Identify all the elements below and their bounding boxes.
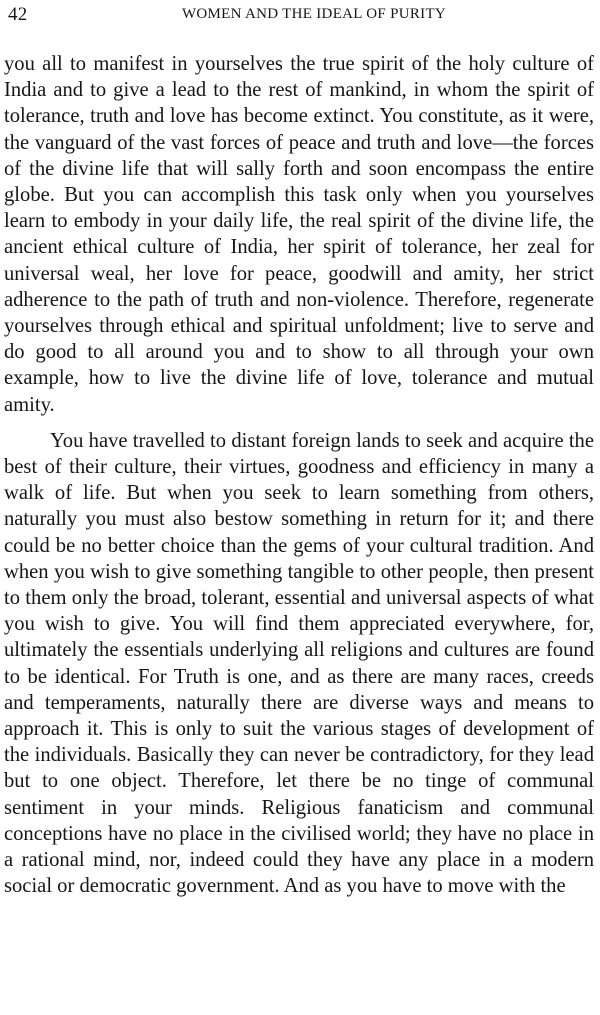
page-number: 42 [8,4,28,25]
running-head [4,2,594,28]
body-text [4,51,594,900]
paragraph: You have travelled to distant foreign lands to seek and acquire the best of their culture, their virtues, goodness and efficiency in many a walk of life. But when you seek to learn something from others, naturally you must also bestow something in return for it; and there could be no better choice than the gems of your cultural tradition. And when you wish to give something tangible to other people, then present to them only the broad, tolerant, essential and universal aspects of what you wish to give. You will find them appreciated everywhere, for, ultimately the essentials underlying all religions and cultures are found to be identical. For Truth is one, and as there are many races, creeds and temperaments, naturally there are diverse ways and means to approach it. This is only to suit the various stages of development of the individuals. Basically they can never be contradictory, for they lead but to one object. Therefore, let there be no tinge of communal sentiment in your minds. Religious fanaticism and communal conceptions have no place in the civilised world; they have no place in a rational mind, nor, indeed could they have any place in a modern social or democratic government. And as you have to move with the [4,429,594,898]
running-title: WOMEN AND THE IDEAL OF PURITY [181,6,447,22]
paragraph-continued: you all to manifest in yourselves the true spirit of the holy culture of India and to give a lead to the rest of mankind, in whom the spirit of tolerance, truth and love has become extinct. You constitute, as it were, the vanguard of the vast forces of peace and truth and love—the forces of the divine life that will sally forth and soon encompass the entire globe. But you can accomplish this task only when you yourselves learn to embody in your daily life, the real spirit of the divine life, the ancient ethical culture of India, her spirit of tolerance, her zeal for universal weal, her love for peace, goodwill and amity, her strict adherence to the path of truth and non-violence. Therefore, regenerate yourselves through ethical and spiritual unfoldment; live to serve and do good to all around you and to show to all through your own example, how to live the divine life of love, tolerance and mutual amity. [4,53,594,416]
